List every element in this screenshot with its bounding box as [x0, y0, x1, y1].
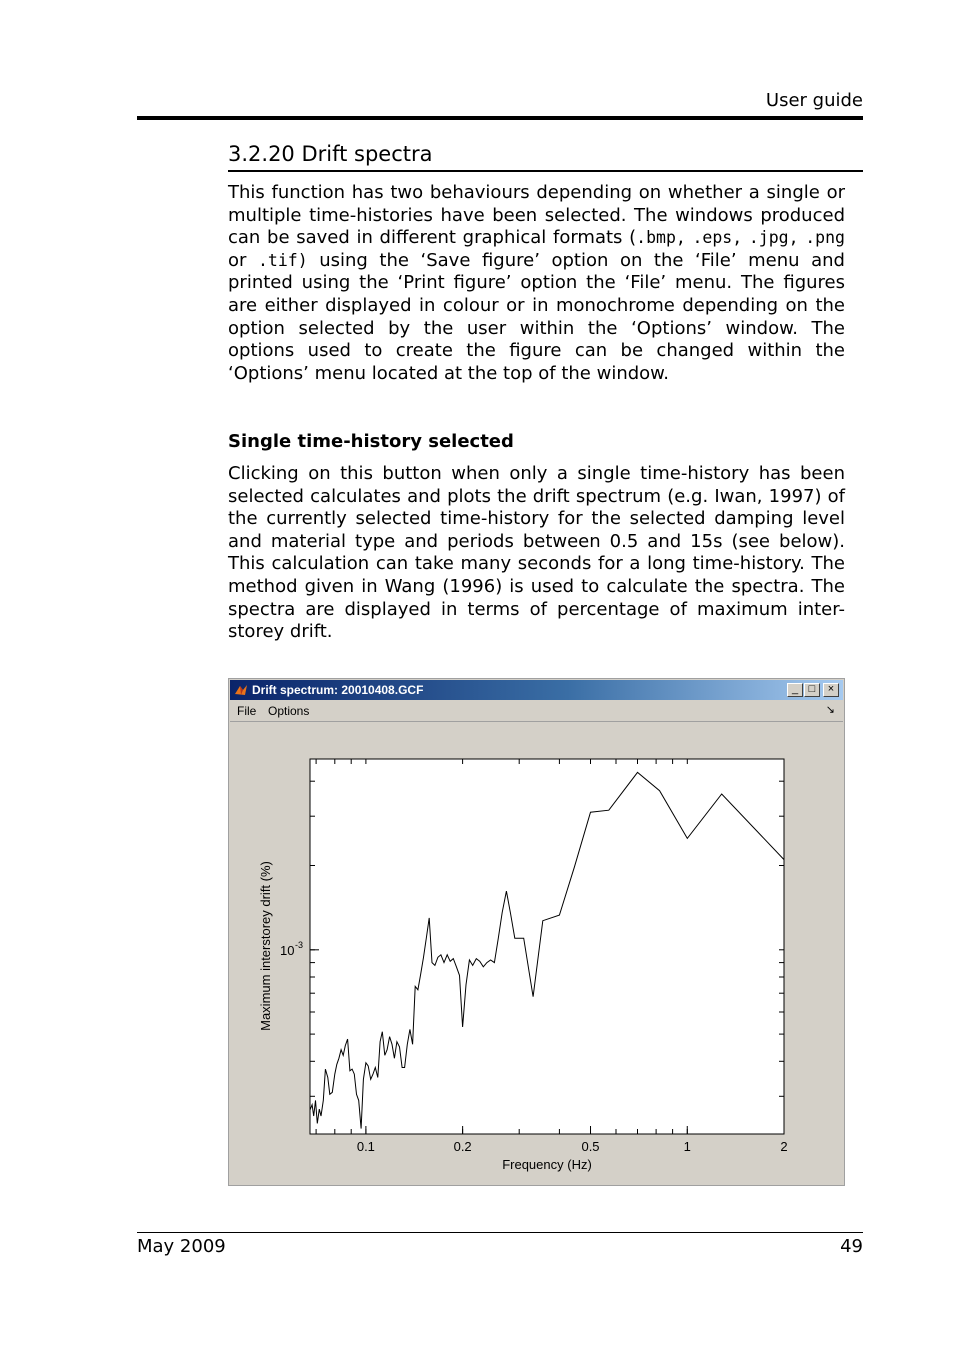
- x-tick-label: 0.2: [453, 1139, 472, 1154]
- figure-window: [228, 678, 845, 1186]
- y-tick-label: 10: [280, 942, 295, 958]
- x-axis-label: Frequency (Hz): [502, 1157, 592, 1172]
- page-number: 49: [840, 1236, 863, 1257]
- footer-rule: [137, 1232, 863, 1233]
- single-paragraph: Clicking on this button when only a single time-history has been selected calculates and plots the drift spectrum (e.g. Iwan, 1997) of the currently selected time-history for the selected damping level and material type and periods between 0.5 and 15s (see below). This calculation can take many seconds for a long time-history. The method given in Wang (1996) is used to calculate the spectra. The spectra are displayed in terms of percentage of maximum inter-storey drift.: [228, 463, 845, 643]
- menu-options[interactable]: Options: [268, 704, 310, 718]
- header-rule: [137, 116, 863, 120]
- intro-paragraph: [228, 182, 845, 385]
- y-tick-exponent: -3: [295, 939, 304, 950]
- window-title: Drift spectrum: 20010408.GCF: [252, 683, 424, 697]
- x-tick-label: 2: [780, 1139, 788, 1154]
- section-rule: [228, 170, 863, 172]
- intro-text-1: This function has two behaviours depending on whether a single or multiple time-histories have been selected. The windows produced can be saved in different graphical formats (: [228, 182, 845, 249]
- format-bmp: .bmp,: [636, 228, 686, 248]
- format-jpg: .jpg,: [748, 228, 799, 248]
- minimize-button[interactable]: _: [787, 683, 803, 697]
- section-title: 3.2.20 Drift spectra: [228, 142, 433, 166]
- or-word: or: [228, 249, 247, 271]
- axes-box: [310, 759, 784, 1134]
- close-button[interactable]: ×: [823, 683, 839, 697]
- header-title: User guide: [765, 90, 863, 111]
- toolbar-arrow-icon[interactable]: ↘: [825, 704, 835, 716]
- intro-text-2: using the ‘Save figure’ option on the ‘File’ menu and printed using the ‘Print figure’ option the ‘File’ menu. The figures are either displayed in colour or in monochrome depending on the option selected by the user within the ‘Options’ window. The options used to create the figure can be changed within the ‘Options’ menu located at the top of the window.: [228, 249, 845, 384]
- single-heading: Single time-history selected: [228, 431, 514, 452]
- maximize-button[interactable]: □: [804, 683, 820, 697]
- x-tick-label: 0.5: [581, 1139, 600, 1154]
- format-tif: .tif): [257, 250, 308, 270]
- footer-date: May 2009: [137, 1236, 226, 1257]
- format-eps: .eps,: [692, 228, 743, 248]
- format-png: .png: [805, 228, 845, 248]
- x-tick-label: 0.1: [356, 1139, 375, 1154]
- menu-file[interactable]: File: [237, 704, 257, 718]
- y-axis-label: Maximum interstorey drift (%): [258, 861, 273, 1031]
- x-tick-label: 1: [683, 1139, 691, 1154]
- drift-spectrum-plot: [229, 679, 844, 1185]
